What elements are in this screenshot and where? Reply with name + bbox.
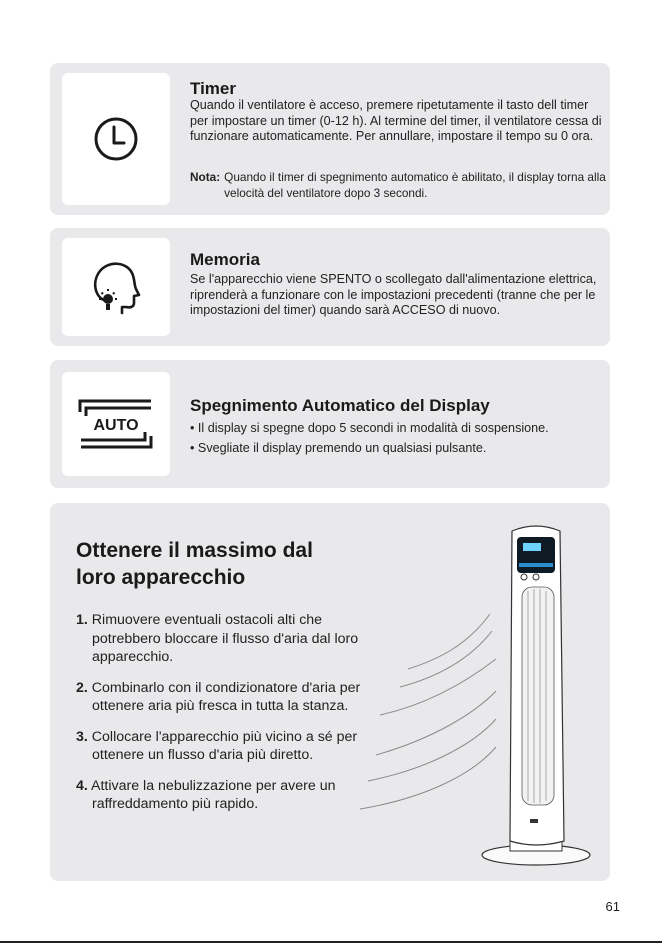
clock-icon [92,115,140,163]
tip-text: Combinarlo con il condizionatore d'aria per ottenere aria più fresca in tutta la stanza. [91,679,361,714]
tip-number: 3. [76,728,88,745]
tips-card [50,503,610,881]
note-text: Quando il timer di spegnimento automatico è abilitato, il display torna alla velocità del ventilatore dopo 3 secondi. [224,170,606,200]
tip-number: 1. [76,612,88,628]
tip-item [76,679,376,716]
memory-title: Memoria [190,250,260,269]
timer-card [50,63,610,215]
tower-fan-illustration [350,519,600,869]
tip-text: Rimuovere eventuali ostacoli alti che potrebbero bloccare il flusso d'aria dal loro apparecchio. [91,612,359,665]
tip-item [76,777,376,814]
tip-text: Collocare l'apparecchio più vicino a sé per ottenere un flusso d'aria più diretto. [91,728,358,763]
timer-body: Quando il ventilatore è acceso, premere ripetutamente il tasto dell timer per impostare un timer (0-12 h). Al termine del timer, il ventilatore cessa di funzionare automaticamente. Per annullare, impostare il tempo su 0 ora. [190,98,602,143]
tips-title-line1: Ottenere il massimo dal [76,539,313,562]
tips-title [76,537,376,591]
note-label: Nota: [190,170,221,184]
tip-text: Attivare la nebulizzazione per avere un raffreddamento più rapido. [91,777,336,812]
tip-number: 4. [76,777,88,794]
timer-title: Timer [190,79,236,98]
tip-item [76,611,376,667]
tip-number: 2. [76,679,88,696]
bullet-item: • Il display si spegne dopo 5 secondi in modalità di sospensione. [190,418,608,438]
auto-display-card [50,360,610,488]
page-number: 61 [605,899,620,914]
auto-display-bullets [190,418,608,458]
timer-note [190,170,606,201]
auto-display-icon [77,398,155,450]
bottom-rule [0,941,662,943]
memory-body: Se l'apparecchio viene SPENTO o scollegato dall'alimentazione elettrica, riprenderà a funzionare con le impostazioni precedenti (tranne che per le impostazioni del timer) quando sarà ACCESO di nuovo. [190,272,597,317]
bullet-item: • Svegliate il display premendo un qualsiasi pulsante. [190,438,608,458]
memory-card [50,228,610,346]
memory-icon-box [62,238,170,336]
head-lightbulb-icon [88,257,144,317]
tips-list [76,611,376,826]
auto-label: AUTO [93,417,139,434]
auto-icon-box [62,372,170,476]
timer-icon-box [62,73,170,205]
tip-item [76,728,376,765]
airflow-lines [360,614,496,809]
tips-title-line2: loro apparecchio [76,566,246,589]
auto-display-title: Spegnimento Automatico del Display [190,396,490,415]
